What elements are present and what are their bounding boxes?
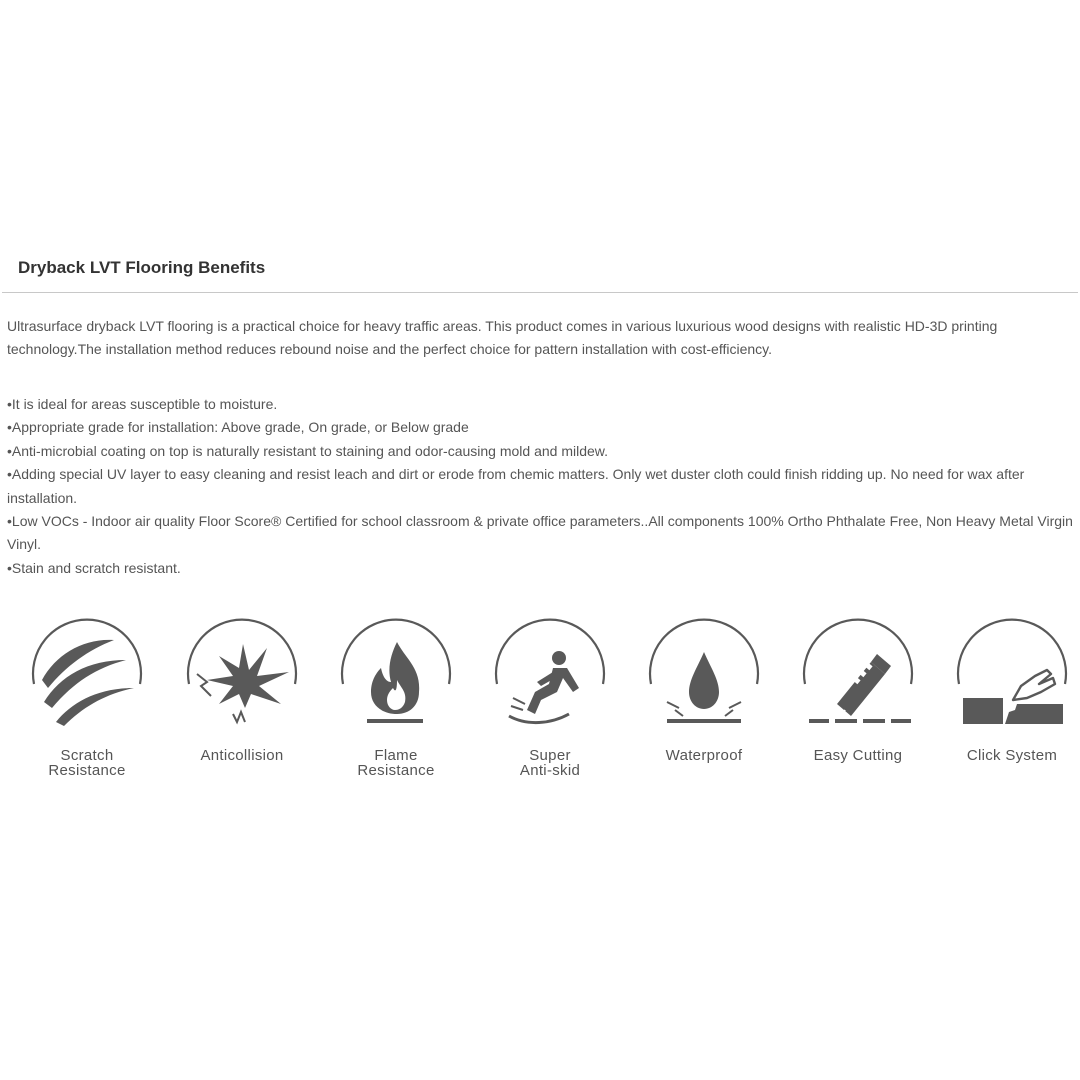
anti-skid-icon (493, 618, 607, 732)
feature-label-line1: Easy Cutting (813, 747, 903, 764)
feature-label-line2: Anti-skid (519, 762, 581, 779)
feature-scratch-resistance (8, 618, 162, 788)
feature-super-anti-skid (471, 618, 625, 788)
easy-cutting-icon (801, 618, 915, 732)
feature-label-line2: Resistance (357, 762, 435, 779)
feature-anticollision (163, 618, 317, 788)
flame-icon (339, 618, 453, 732)
benefit-item: • Low VOCs - Indoor air quality Floor Score® Certified for school classroom & private office parameters..All components 100% Ortho Phthalate Free, Non Heavy Metal Virgin Vinyl. (7, 510, 1073, 557)
benefit-item: • Appropriate grade for installation: Above grade, On grade, or Below grade (7, 416, 1073, 439)
benefit-item: • Adding special UV layer to easy cleaning and resist leach and dirt or erode from chemic matters. Only wet duster cloth could finish ridding up. No need for wax after installation. (7, 463, 1073, 510)
anticollision-icon (185, 618, 299, 732)
intro-paragraph: Ultrasurface dryback LVT flooring is a practical choice for heavy traffic areas. This product comes in various luxurious wood designs with realistic HD-3D printing technology.The installation method reduces rebound noise and the perfect choice for pattern installation with cost-efficiency. (7, 318, 998, 357)
feature-waterproof (625, 618, 779, 788)
benefits-list (7, 393, 1073, 580)
feature-click-system (933, 618, 1080, 788)
feature-flame-resistance (317, 618, 471, 788)
feature-label-line1: Click System (966, 747, 1058, 764)
title-divider (2, 292, 1078, 293)
section-title: Dryback LVT Flooring Benefits (18, 258, 266, 277)
benefit-item: • It is ideal for areas susceptible to moisture. (7, 393, 1073, 416)
benefit-item: • Anti-microbial coating on top is naturally resistant to staining and odor-causing mold and mildew. (7, 440, 1073, 463)
scratch-icon (30, 618, 144, 732)
benefit-item: • Stain and scratch resistant. (7, 557, 1073, 580)
feature-easy-cutting (779, 618, 933, 788)
feature-label-line1: Super (529, 747, 571, 764)
waterproof-icon (647, 618, 761, 732)
feature-label-line1: Scratch (60, 747, 114, 764)
click-system-icon (955, 618, 1069, 732)
feature-label-line1: Flame (374, 747, 418, 764)
feature-label-line1: Anticollision (200, 747, 284, 764)
feature-label-line2: Resistance (48, 762, 126, 779)
feature-label-line1: Waterproof (665, 747, 743, 764)
